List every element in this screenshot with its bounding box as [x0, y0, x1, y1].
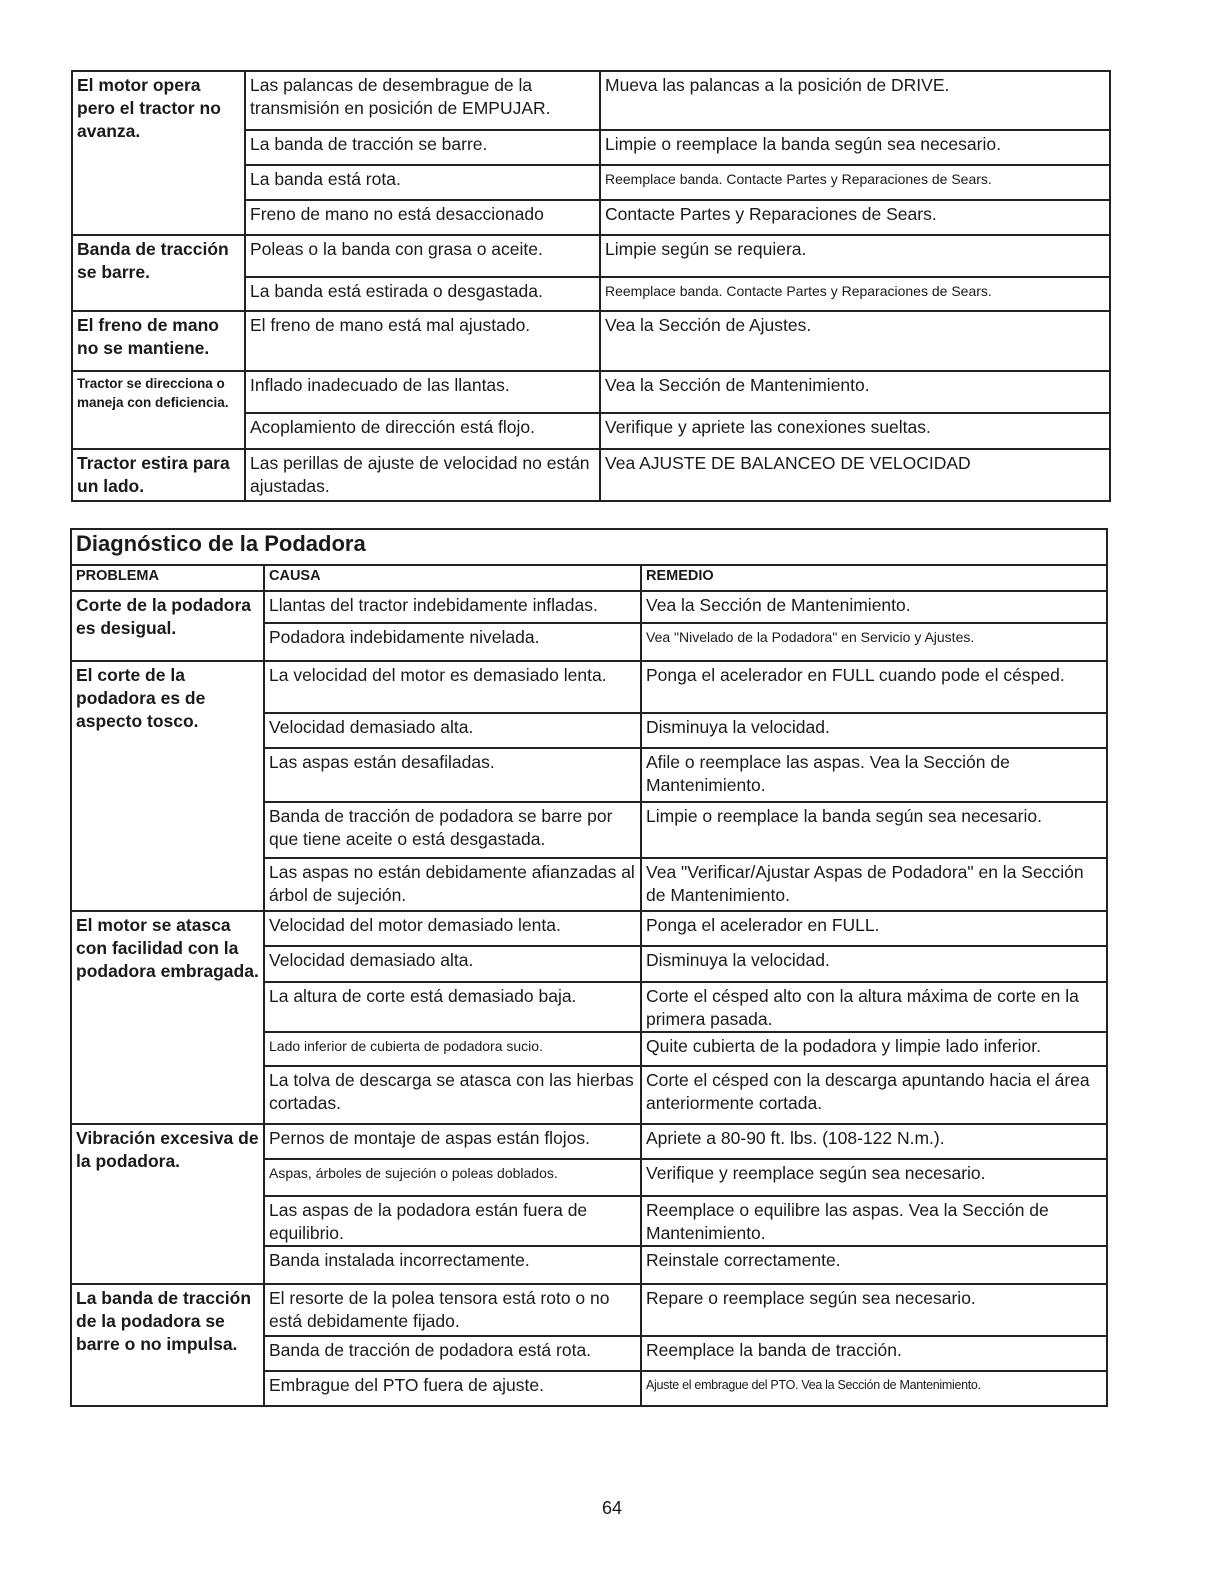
cause-cell: Acoplamiento de dirección está flojo.	[245, 413, 600, 449]
cause-cell: Banda instalada incorrectamente.	[264, 1246, 641, 1284]
remedy-cell: Reemplace banda. Contacte Partes y Reparaciones de Sears.	[600, 277, 1110, 311]
problem-cell: Corte de la podadora es desigual.	[71, 591, 264, 661]
cause-cell: Banda de tracción de podadora está rota.	[264, 1336, 641, 1371]
remedy-cell: Afile o reemplace las aspas. Vea la Sección de Mantenimiento.	[641, 748, 1107, 802]
cause-cell: Las aspas de la podadora están fuera de equilibrio.	[264, 1196, 641, 1246]
header-cause: CAUSA	[264, 565, 641, 591]
problem-cell: La banda de tracción de la podadora se barre o no impulsa.	[71, 1284, 264, 1406]
remedy-cell: Vea "Nivelado de la Podadora" en Servicio y Ajustes.	[641, 623, 1107, 661]
cause-cell: La altura de corte está demasiado baja.	[264, 982, 641, 1032]
problem-cell: El motor opera pero el tractor no avanza.	[72, 71, 245, 235]
table-title: Diagnóstico de la Podadora	[71, 529, 1107, 565]
remedy-cell: Vea la Sección de Ajustes.	[600, 311, 1110, 371]
remedy-cell: Mueva las palancas a la posición de DRIVE.	[600, 71, 1110, 130]
problem-cell: El motor se atasca con facilidad con la podadora embragada.	[71, 911, 264, 1124]
cause-cell: La banda está rota.	[245, 165, 600, 200]
cause-cell: Velocidad demasiado alta.	[264, 713, 641, 748]
remedy-cell: Vea AJUSTE DE BALANCEO DE VELOCIDAD	[600, 449, 1110, 501]
problem-cell: El corte de la podadora es de aspecto tosco.	[71, 661, 264, 911]
remedy-cell: Limpie o reemplace la banda según sea necesario.	[600, 130, 1110, 165]
remedy-cell: Limpie o reemplace la banda según sea necesario.	[641, 802, 1107, 858]
header-problem: PROBLEMA	[71, 565, 264, 591]
tractor-troubleshooting-table	[71, 70, 1111, 502]
remedy-cell: Verifique y apriete las conexiones sueltas.	[600, 413, 1110, 449]
page-number: 64	[601, 1498, 623, 1518]
cause-cell: Velocidad demasiado alta.	[264, 946, 641, 982]
remedy-cell: Quite cubierta de la podadora y limpie lado inferior.	[641, 1032, 1107, 1066]
cause-cell: Las palancas de desembrague de la transmisión en posición de EMPUJAR.	[245, 71, 600, 130]
remedy-cell: Corte el césped alto con la altura máxima de corte en la primera pasada.	[641, 982, 1107, 1032]
cause-cell: Pernos de montaje de aspas están flojos.	[264, 1124, 641, 1159]
remedy-cell: Ajuste el embrague del PTO. Vea la Sección de Mantenimiento.	[641, 1371, 1107, 1406]
cause-cell: El freno de mano está mal ajustado.	[245, 311, 600, 371]
cause-cell: Inflado inadecuado de las llantas.	[245, 371, 600, 413]
remedy-cell: Reemplace o equilibre las aspas. Vea la Sección de Mantenimiento.	[641, 1196, 1107, 1246]
cause-cell: Freno de mano no está desaccionado	[245, 200, 600, 235]
cause-cell: Aspas, árboles de sujeción o poleas doblados.	[264, 1159, 641, 1196]
problem-cell: Tractor se direcciona o maneja con deficiencia.	[72, 371, 245, 449]
cause-cell: Banda de tracción de podadora se barre por que tiene aceite o está desgastada.	[264, 802, 641, 858]
problem-cell: El freno de mano no se mantiene.	[72, 311, 245, 371]
cause-cell: Podadora indebidamente nivelada.	[264, 623, 641, 661]
cause-cell: Poleas o la banda con grasa o aceite.	[245, 235, 600, 277]
remedy-cell: Reemplace la banda de tracción.	[641, 1336, 1107, 1371]
cause-cell: La velocidad del motor es demasiado lenta.	[264, 661, 641, 713]
remedy-cell: Ponga el acelerador en FULL.	[641, 911, 1107, 946]
remedy-cell: Reinstale correctamente.	[641, 1246, 1107, 1284]
remedy-cell: Corte el césped con la descarga apuntando hacia el área anteriormente cortada.	[641, 1066, 1107, 1124]
cause-cell: La banda de tracción se barre.	[245, 130, 600, 165]
cause-cell: Embrague del PTO fuera de ajuste.	[264, 1371, 641, 1406]
problem-cell: Tractor estira para un lado.	[72, 449, 245, 501]
remedy-cell: Vea "Verificar/Ajustar Aspas de Podadora" en la Sección de Mantenimiento.	[641, 858, 1107, 911]
remedy-cell: Vea la Sección de Mantenimiento.	[641, 591, 1107, 623]
remedy-cell: Verifique y reemplace según sea necesario.	[641, 1159, 1107, 1196]
remedy-cell: Vea la Sección de Mantenimiento.	[600, 371, 1110, 413]
cause-cell: Las aspas están desafiladas.	[264, 748, 641, 802]
cause-cell: Lado inferior de cubierta de podadora sucio.	[264, 1032, 641, 1066]
mower-diagnosis-table	[70, 528, 1108, 1407]
remedy-cell: Reemplace banda. Contacte Partes y Reparaciones de Sears.	[600, 165, 1110, 200]
header-remedy: REMEDIO	[641, 565, 1107, 591]
remedy-cell: Limpie según se requiera.	[600, 235, 1110, 277]
cause-cell: Las perillas de ajuste de velocidad no están ajustadas.	[245, 449, 600, 501]
cause-cell: Velocidad del motor demasiado lenta.	[264, 911, 641, 946]
cause-cell: El resorte de la polea tensora está roto o no está debidamente fijado.	[264, 1284, 641, 1336]
remedy-cell: Disminuya la velocidad.	[641, 713, 1107, 748]
cause-cell: La tolva de descarga se atasca con las hierbas cortadas.	[264, 1066, 641, 1124]
remedy-cell: Ponga el acelerador en FULL cuando pode el césped.	[641, 661, 1107, 713]
remedy-cell: Contacte Partes y Reparaciones de Sears.	[600, 200, 1110, 235]
problem-cell: Vibración excesiva de la podadora.	[71, 1124, 264, 1284]
remedy-cell: Disminuya la velocidad.	[641, 946, 1107, 982]
cause-cell: Las aspas no están debidamente afianzadas al árbol de sujeción.	[264, 858, 641, 911]
cause-cell: Llantas del tractor indebidamente infladas.	[264, 591, 641, 623]
problem-cell: Banda de tracción se barre.	[72, 235, 245, 311]
remedy-cell: Apriete a 80-90 ft. lbs. (108-122 N.m.).	[641, 1124, 1107, 1159]
cause-cell: La banda está estirada o desgastada.	[245, 277, 600, 311]
remedy-cell: Repare o reemplace según sea necesario.	[641, 1284, 1107, 1336]
